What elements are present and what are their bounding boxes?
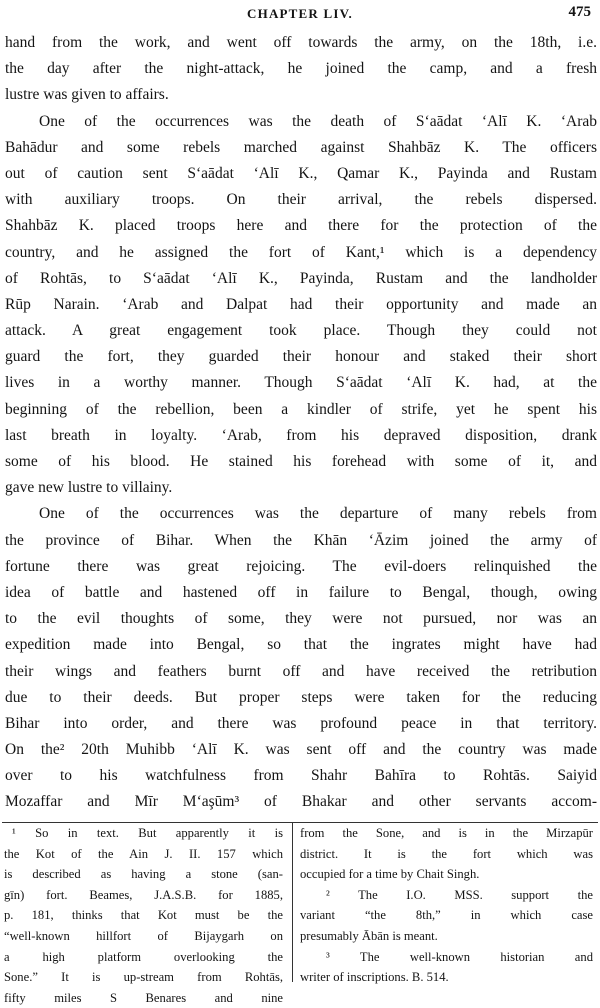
footnote-line: ² The I.O. MSS. support the bbox=[326, 887, 593, 902]
text-line: idea of battle and hastened off in failure to Bengal, though, owing bbox=[5, 583, 597, 601]
footnote-line: gīn) fort. Beames, J.A.S.B. for 1885, bbox=[4, 887, 283, 902]
text-line: fortune there was great rejoicing. The evil-doers relinquished the bbox=[5, 557, 597, 575]
text-line: Mozaffar and Mīr M‘aşūm³ of Bhakar and other servants accom- bbox=[5, 793, 597, 811]
text-line: of Rohtās, to S‘aādat ‘Alī K., Payinda, Rustam and the landholder bbox=[5, 269, 597, 287]
text-line: expedition made into Bengal, so that the ingrates might have had bbox=[5, 636, 597, 654]
page-number: 475 bbox=[568, 4, 591, 20]
paragraph-start-line: One of the occurrences was the death of S‘aādat ‘Alī K. ‘Arab bbox=[39, 112, 597, 130]
footnote-line: variant “the 8th,” in which case bbox=[300, 908, 593, 923]
footnotes-right-column bbox=[300, 823, 593, 988]
footnote-line: ³ The well-known historian and bbox=[326, 949, 593, 964]
text-line: their wings and feathers burnt off and have received the retribution bbox=[5, 662, 597, 680]
footnote-line: fifty miles S Benares and nine bbox=[4, 990, 283, 1005]
text-line: guard the fort, they guarded their honour and staked their short bbox=[5, 348, 597, 366]
text-line: over to his watchfulness from Shahr Bahīra to Rohtās. Saiyid bbox=[5, 767, 597, 785]
text-line: some of his blood. He stained his forehead with some of it, and bbox=[5, 453, 597, 470]
footnote-line: is described as having a stone (san- bbox=[4, 867, 283, 882]
text-line: beginning of the rebellion, been a kindler of strife, yet he spent his bbox=[5, 400, 597, 418]
paragraph-start-line: One of the occurrences was the departure of many rebels from bbox=[39, 505, 597, 523]
main-text bbox=[5, 30, 597, 816]
footnote-line: a high platform overlooking the bbox=[4, 949, 283, 964]
footnote-line: presumably Ābān is meant. bbox=[300, 928, 438, 943]
footnote-line: from the Sone, and is in the Mirzapūr bbox=[300, 826, 593, 840]
text-line: to the evil thoughts of some, they were not pursued, nor was an bbox=[5, 610, 597, 628]
footnotes-left-column bbox=[4, 823, 283, 1008]
footnote-column-divider bbox=[292, 822, 293, 982]
footnote-line: writer of inscriptions. B. 514. bbox=[300, 970, 449, 985]
text-line: out of caution sent S‘aādat ‘Alī K., Qamar K., Payinda and Rustam bbox=[5, 164, 597, 182]
footnote-line: Sone.” It is up-stream from Rohtās, bbox=[4, 970, 283, 985]
text-line: On the² 20th Muhibb ‘Alī K. was sent off and the country was made bbox=[5, 741, 597, 759]
text-line: lustre was given to affairs. bbox=[5, 86, 169, 104]
footnote-line: occupied for a time by Chait Singh. bbox=[300, 867, 480, 882]
text-line: lives in a worthy manner. Though S‘aādat ‘Alī K. had, at the bbox=[5, 374, 597, 392]
text-line: Shahbāz K. placed troops here and there for the protection of the bbox=[5, 217, 597, 235]
text-line: the day after the night-attack, he joined the camp, and a fresh bbox=[5, 60, 597, 78]
footnote-line: ¹ So in text. But apparently it is bbox=[12, 826, 283, 840]
text-line: with auxiliary troops. On their arrival, the rebels dispersed. bbox=[5, 191, 597, 209]
running-head: CHAPTER LIV. bbox=[247, 6, 353, 21]
page-header bbox=[0, 4, 600, 24]
footnote-line: “well-known hillfort of Bijaygarh on bbox=[4, 928, 283, 943]
text-line: Bahādur and some rebels marched against Shahbāz K. The officers bbox=[5, 138, 597, 156]
text-line: due to their deeds. But proper steps were taken for the reducing bbox=[5, 688, 597, 706]
footnote-line: district. It is the fort which was bbox=[300, 846, 593, 861]
text-line: hand from the work, and went off towards the army, on the 18th, i.e. bbox=[5, 34, 597, 51]
text-line: Bihar into order, and there was profound peace in that territory. bbox=[5, 714, 597, 732]
text-line: last breath in loyalty. ‘Arab, from his depraved disposition, drank bbox=[5, 426, 597, 444]
text-line: attack. A great engagement took place. Though they could not bbox=[5, 322, 597, 340]
text-line: country, and he assigned the fort of Kant,¹ which is a dependency bbox=[5, 243, 597, 261]
text-line: Rūp Narain. ‘Arab and Dalpat had their opportunity and made an bbox=[5, 295, 597, 313]
text-line: the province of Bihar. When the Khān ‘Āzim joined the army of bbox=[5, 531, 597, 549]
footnote-line: the Kot of the Ain J. II. 157 which bbox=[4, 846, 283, 861]
footnote-line: p. 181, thinks that Kot must be the bbox=[4, 908, 283, 923]
text-line: gave new lustre to villainy. bbox=[5, 479, 173, 497]
